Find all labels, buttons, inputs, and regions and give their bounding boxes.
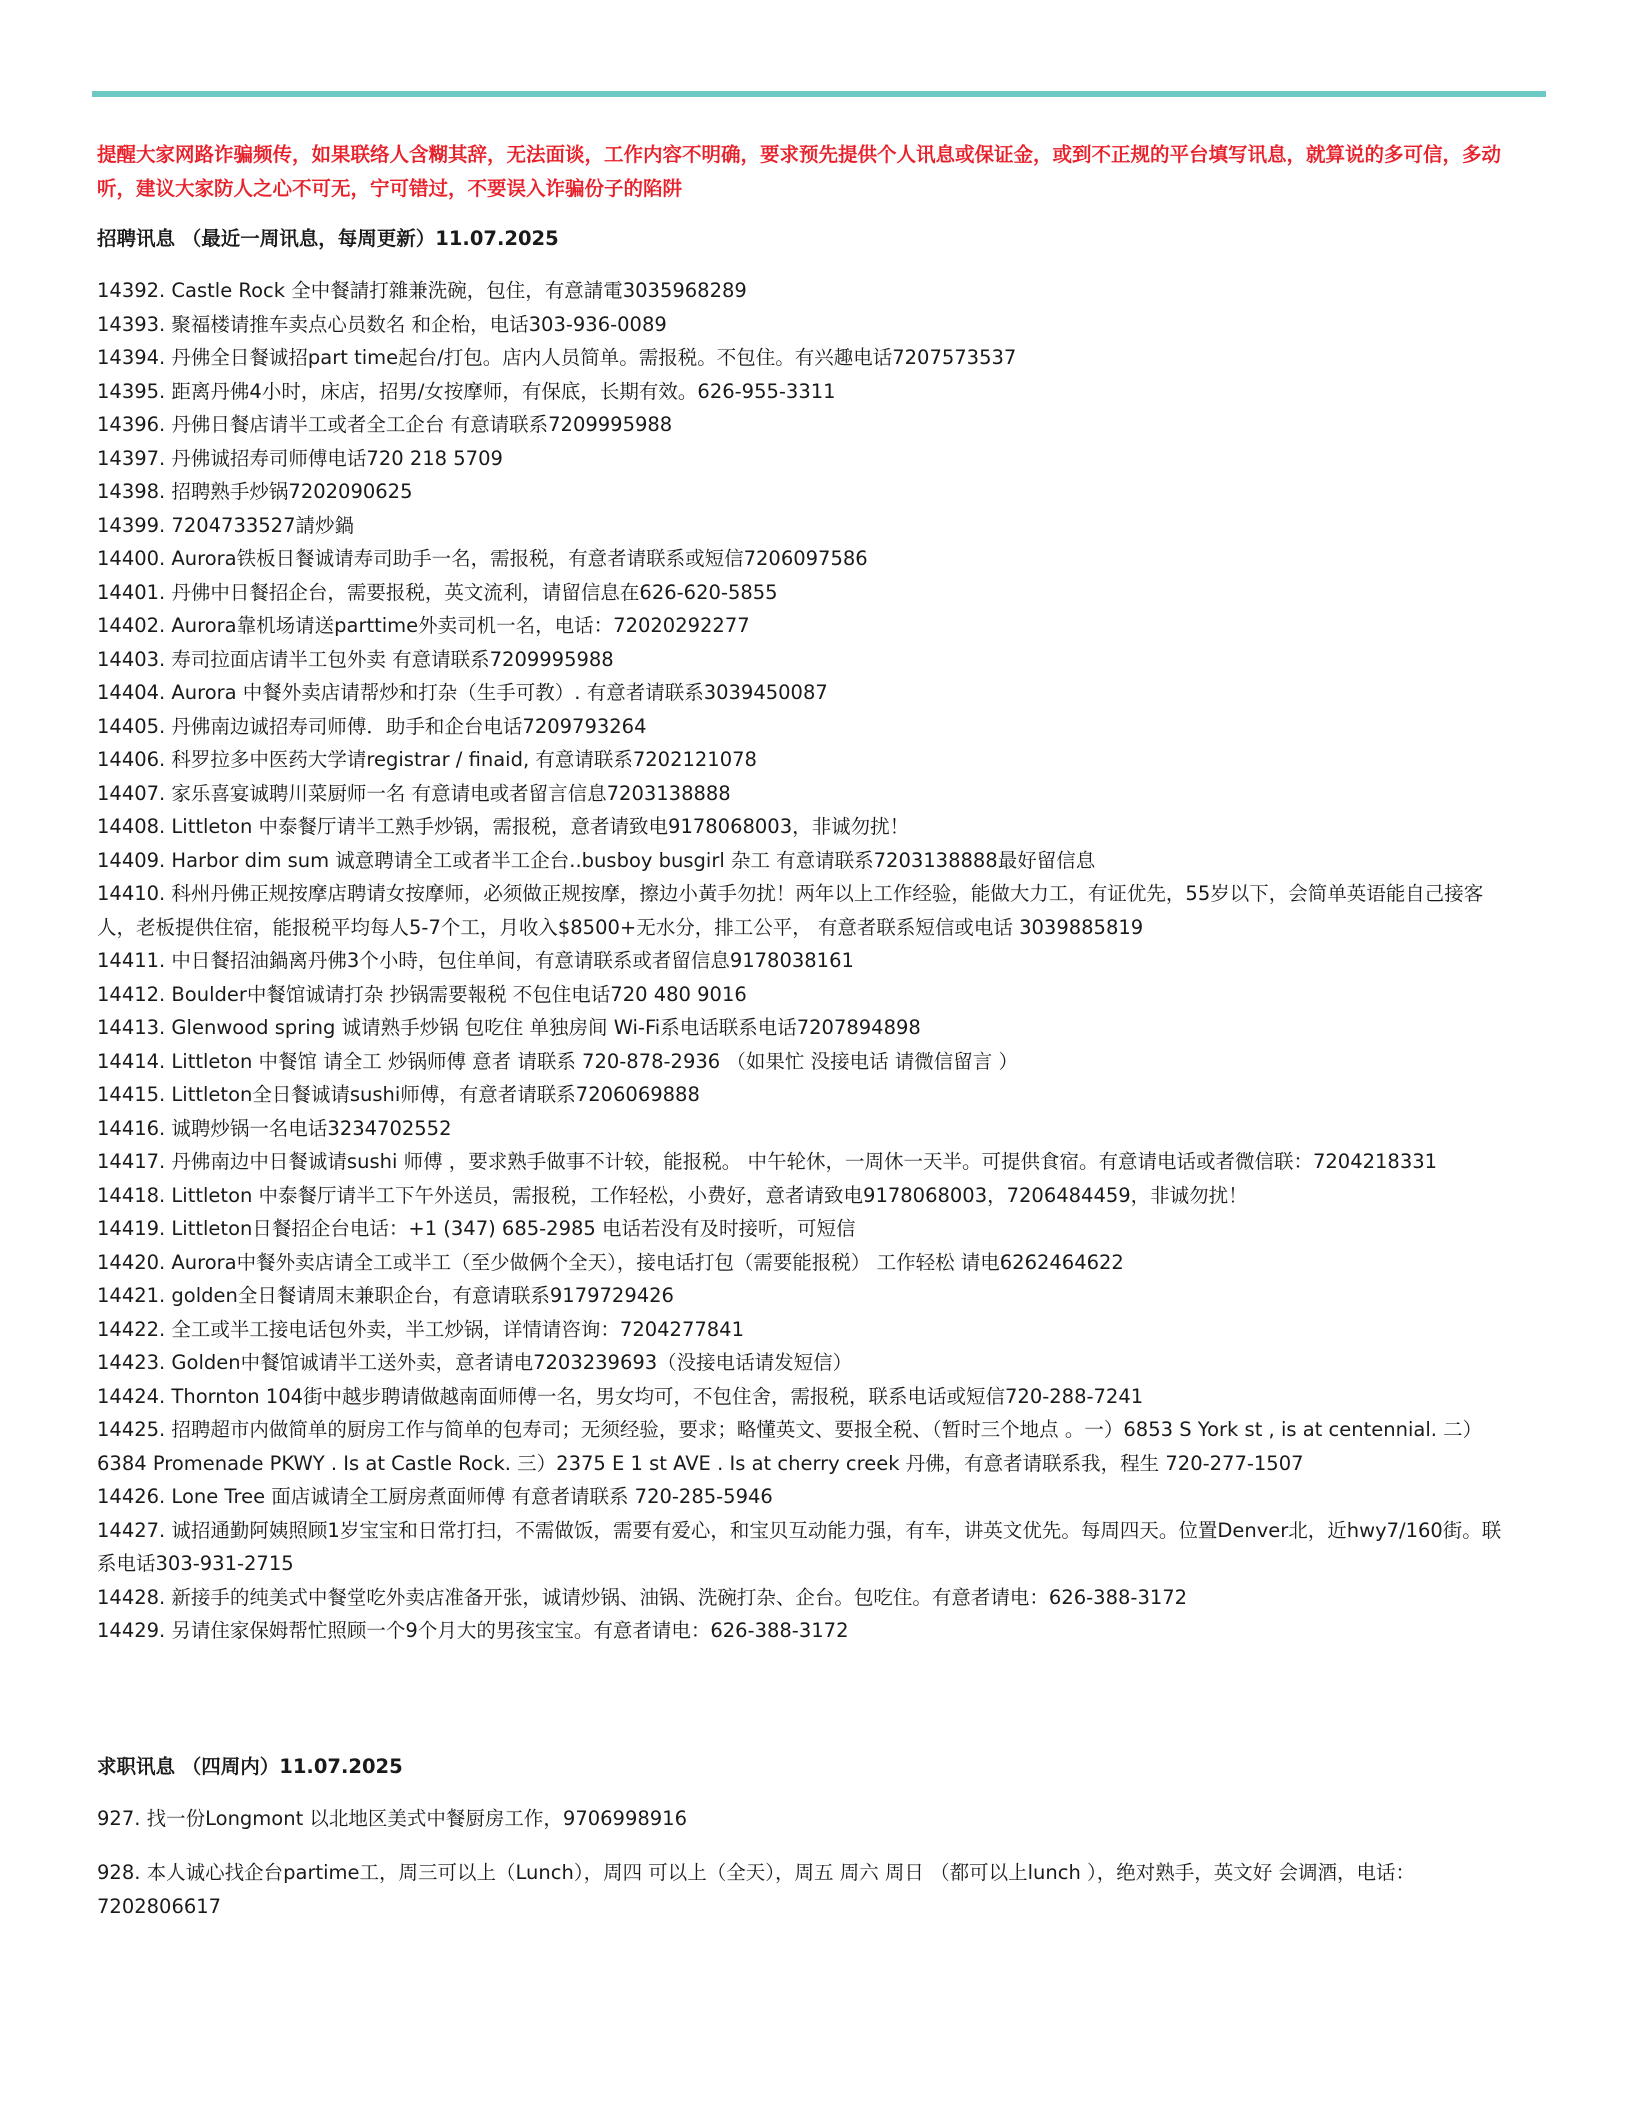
- job-listing: 14392. Castle Rock 全中餐請打雜兼洗碗，包住，有意請電3035968289: [97, 279, 747, 302]
- top-divider: [92, 91, 1546, 97]
- job-listing: 14422. 全工或半工接电话包外卖，半工炒锅，详情请咨询：7204277841: [97, 1317, 744, 1341]
- job-listing: 14429. 另请住家保姆帮忙照顾一个9个月大的男孩宝宝。有意者请电：626-388-3172: [97, 1619, 849, 1642]
- job-listing: 14425. 招聘超市内做简单的厨房工作与简单的包寿司；无须经验，要求；略懂英文、要报全税、（暂时三个地点 。一）6853 S York st , is at centennial. 二）6384 Promenade PKWY . Is at Castle Rock. 三）2375 E 1 st AVE . Is at cherry creek 丹佛，有意者请联系我，程生 720-277-1507: [97, 1418, 1483, 1475]
- job-listing: 14394. 丹佛全日餐诚招part time起台/打包。店内人员简单。需报税。不包住。有兴趣电话7207573537: [97, 346, 1017, 369]
- job-listing: 14421. golden全日餐请周末兼职企台，有意请联系9179729426: [97, 1284, 674, 1307]
- seek-list: [97, 1802, 1517, 1924]
- jobs-list: [97, 274, 1517, 1648]
- job-listing: 14412. Boulder中餐馆诚请打杂 抄锅需要報税 不包住电话720 480 9016: [97, 982, 747, 1006]
- job-listing: 14417. 丹佛南边中日餐诚请sushi 师傅 ，要求熟手做事不计较，能报税。 中午轮休，一周休一天半。可提供食宿。有意请电话或者微信联：7204218331: [97, 1150, 1438, 1173]
- job-listing: 14401. 丹佛中日餐招企台，需要报税，英文流利，请留信息在626-620-5855: [97, 580, 778, 604]
- job-seeking-listing: 928. 本人诚心找企台partime工，周三可以上（Lunch），周四 可以上（全天），周五 周六 周日 （都可以上lunch ），绝对熟手，英文好 会调酒，电话：7202806617: [97, 1861, 1415, 1918]
- job-listing: 14405. 丹佛南边诚招寿司师傅．助手和企台电话7209793264: [97, 714, 647, 738]
- job-listing: 14410. 科州丹佛正规按摩店聘请女按摩师，必须做正规按摩，擦边小黃手勿扰！两年以上工作经验，能做大力工，有证优先，55岁以下，会简单英语能自己接客人，老板提供住宿，能报税平均每人5-7个工，月收入$8500+无水分，排工公平， 有意者联系短信或电话 3039885819: [97, 882, 1484, 939]
- job-listing: 14400. Aurora铁板日餐诚请寿司助手一名，需报税，有意者请联系或短信7206097586: [97, 547, 868, 570]
- job-listing: 14411. 中日餐招油鍋离丹佛3个小時，包住单间，有意请联系或者留信息9178038161: [97, 949, 854, 972]
- job-listing: 14426. Lone Tree 面店诚请全工厨房煮面师傅 有意者请联系 720-285-5946: [97, 1485, 773, 1508]
- job-listing: 14409. Harbor dim sum 诚意聘请全工或者半工企台..busboy busgirl 杂工 有意请联系7203138888最好留信息: [97, 848, 1096, 872]
- job-listing: 14397. 丹佛诚招寿司师傅电话720 218 5709: [97, 446, 503, 470]
- job-listing: 14406. 科罗拉多中医药大学请registrar / finaid, 有意请联系7202121078: [97, 748, 757, 771]
- seek-section-title: 求职讯息 （四周内）11.07.2025: [97, 1754, 403, 1778]
- job-listing: 14420. Aurora中餐外卖店请全工或半工（至少做俩个全天），接电话打包（需要能报税） 工作轻松 请电6262464622: [97, 1250, 1124, 1274]
- job-listing: 14419. Littleton日餐招企台电话：+1 (347) 685-2985 电话若没有及时接听，可短信: [97, 1217, 856, 1240]
- job-listing: 14408. Littleton 中泰餐厅请半工熟手炒锅，需报税，意者请致电9178068003，非诚勿扰！: [97, 815, 910, 838]
- job-listing: 14395. 距离丹佛4小时，床店，招男/女按摩师，有保底，长期有效。626-955-3311: [97, 379, 836, 403]
- job-listing: 14403. 寿司拉面店请半工包外卖 有意请联系7209995988: [97, 647, 614, 671]
- page-content: [97, 138, 1517, 1944]
- job-listing: 14413. Glenwood spring 诚请熟手炒锅 包吃住 单独房间 Wi-Fi系电话联系电话7207894898: [97, 1016, 921, 1039]
- job-listing: 14399. 7204733527請炒鍋: [97, 513, 354, 537]
- job-listing: 14414. Littleton 中餐馆 请全工 炒锅师傅 意者 请联系 720-878-2936 （如果忙 没接电话 请微信留言 ）: [97, 1049, 1018, 1073]
- job-listing: 14398. 招聘熟手炒锅7202090625: [97, 480, 413, 503]
- job-listing: 14428. 新接手的纯美式中餐堂吃外卖店准备开张，诚请炒锅、油锅、洗碗打杂、企台。包吃住。有意者请电：626-388-3172: [97, 1585, 1188, 1609]
- job-listing: 14396. 丹佛日餐店请半工或者全工企台 有意请联系7209995988: [97, 413, 673, 436]
- job-listing: 14418. Littleton 中泰餐厅请半工下午外送员，需报税，工作轻松，小费好，意者请致电9178068003，7206484459，非诚勿扰！: [97, 1183, 1248, 1207]
- job-listing: 14427. 诚招通勤阿姨照顾1岁宝宝和日常打扫，不需做饭，需要有爱心，和宝贝互动能力强，有车，讲英文优先。每周四天。位置Denver北，近hwy7/160街。联系电话303-931-2715: [97, 1518, 1502, 1575]
- job-listing: 14415. Littleton全日餐诚请sushi师傅，有意者请联系7206069888: [97, 1083, 700, 1106]
- job-listing: 14393. 聚福楼请推车卖点心员数名 和企枱，电话303-936-0089: [97, 312, 667, 336]
- job-listing: 14407. 家乐喜宴诚聘川菜厨师一名 有意请电或者留言信息7203138888: [97, 781, 731, 805]
- job-listing: 14424. Thornton 104街中越步聘请做越南面师傅一名，男女均可，不包住舍，需报税，联系电话或短信720-288-7241: [97, 1384, 1144, 1408]
- job-seeking-listing: 927. 找一份Longmont 以北地区美式中餐厨房工作，9706998916: [97, 1806, 687, 1830]
- job-listing: 14416. 诚聘炒锅一名电话3234702552: [97, 1116, 452, 1140]
- fraud-warning: 提醒大家网路诈骗频传，如果联络人含糊其辞，无法面谈，工作内容不明确，要求预先提供个人讯息或保证金，或到不正规的平台填写讯息，就算说的多可信，多动听，建议大家防人之心不可无，宁可错过，不要误入诈骗份子的陷阱: [97, 143, 1502, 200]
- jobs-section-title: 招聘讯息 （最近一周讯息，每周更新）11.07.2025: [97, 227, 559, 250]
- job-listing: 14404. Aurora 中餐外卖店请帮炒和打杂（生手可教）. 有意者请联系3039450087: [97, 681, 828, 704]
- job-listing: 14423. Golden中餐馆诚请半工送外卖，意者请电7203239693（没接电话请发短信）: [97, 1351, 853, 1374]
- job-listing: 14402. Aurora靠机场请送parttime外卖司机一名，电话：72020292277: [97, 614, 750, 637]
